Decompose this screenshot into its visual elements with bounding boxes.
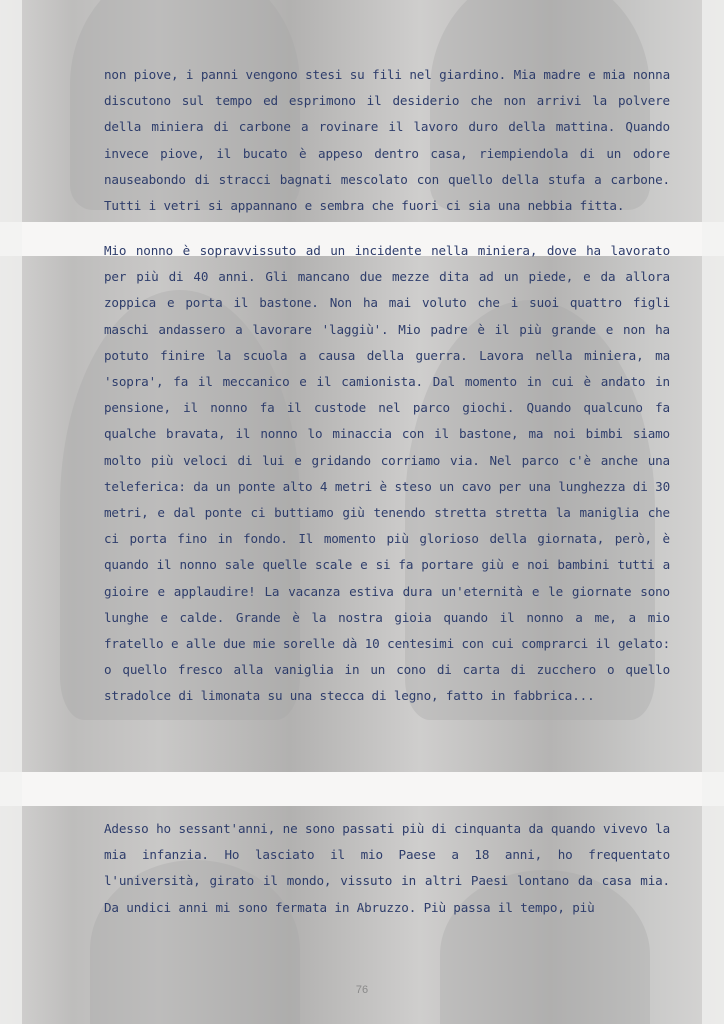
paragraph: Mio nonno è sopravvissuto ad un incidente nella miniera, dove ha lavorato per più di 40 anni. Gli mancano due mezze dita ad un piede, e da allora zoppica e porta il bastone. Non ha mai voluto che i suoi quattro figli maschi andassero a lavorare 'laggiù'. Mio padre è il più grande e non ha potuto finire la scuola a causa della guerra. Lavora nella miniera, ma 'sopra', fa il meccanico e il camionista. Dal momento in cui è andato in pensione, il nonno fa il custode nel parco giochi. Quando qualcuno fa qualche bravata, il nonno lo minaccia con il bastone, ma noi bimbi siamo molto più veloci di lui e gridando corriamo via. Nel parco c'è anche una teleferica: da un ponte alto 4 metri è steso un cavo per una lunghezza di 30 metri, e dal ponte ci buttiamo giù tenendo stretta stretta la maniglia che ci porta fino in fondo. Il momento più glorioso della giornata, però, è quando il nonno sale quelle scale e si fa portare giù e noi bambini tutti a gioire e applaudire! La vacanza estiva dura un'eternità e le giornate sono lunghe e calde. Grande è la nostra gioia quando il nonno a me, a mio fratello e alle due mie sorelle dà 10 centesimi con cui comprarci il gelato: o quello fresco alla vaniglia in un cono di carta di zucchero o quello stradolce di limonata su una stecca di legno, fatto in fabbrica... (104, 243, 670, 704)
text-block (104, 62, 670, 219)
background-gap (0, 772, 724, 806)
page-edge-right (702, 0, 724, 1024)
text-block (104, 816, 670, 921)
paragraph: Adesso ho sessant'anni, ne sono passati più di cinquanta da quando vivevo la mia infanzia. Ho lasciato il mio Paese a 18 anni, ho frequentato l'università, girato il mondo, vissuto in altri Paesi lontano da casa mia. Da undici anni mi sono fermata in Abruzzo. Più passa il tempo, più (104, 821, 670, 915)
paragraph: non piove, i panni vengono stesi su fili nel giardino. Mia madre e mia nonna discutono sul tempo ed esprimono il desiderio che non arrivi la polvere della miniera di carbone a rovinare il lavoro duro della mattina. Quando invece piove, il bucato è appeso dentro casa, riempiendola di un odore nauseabondo di stracci bagnati mescolato con quello della stufa a carbone. Tutti i vetri si appannano e sembra che fuori ci sia una nebbia fitta. (104, 67, 670, 214)
page-edge-left (0, 0, 22, 1024)
text-block (104, 238, 670, 710)
page-number: 76 (355, 984, 369, 996)
